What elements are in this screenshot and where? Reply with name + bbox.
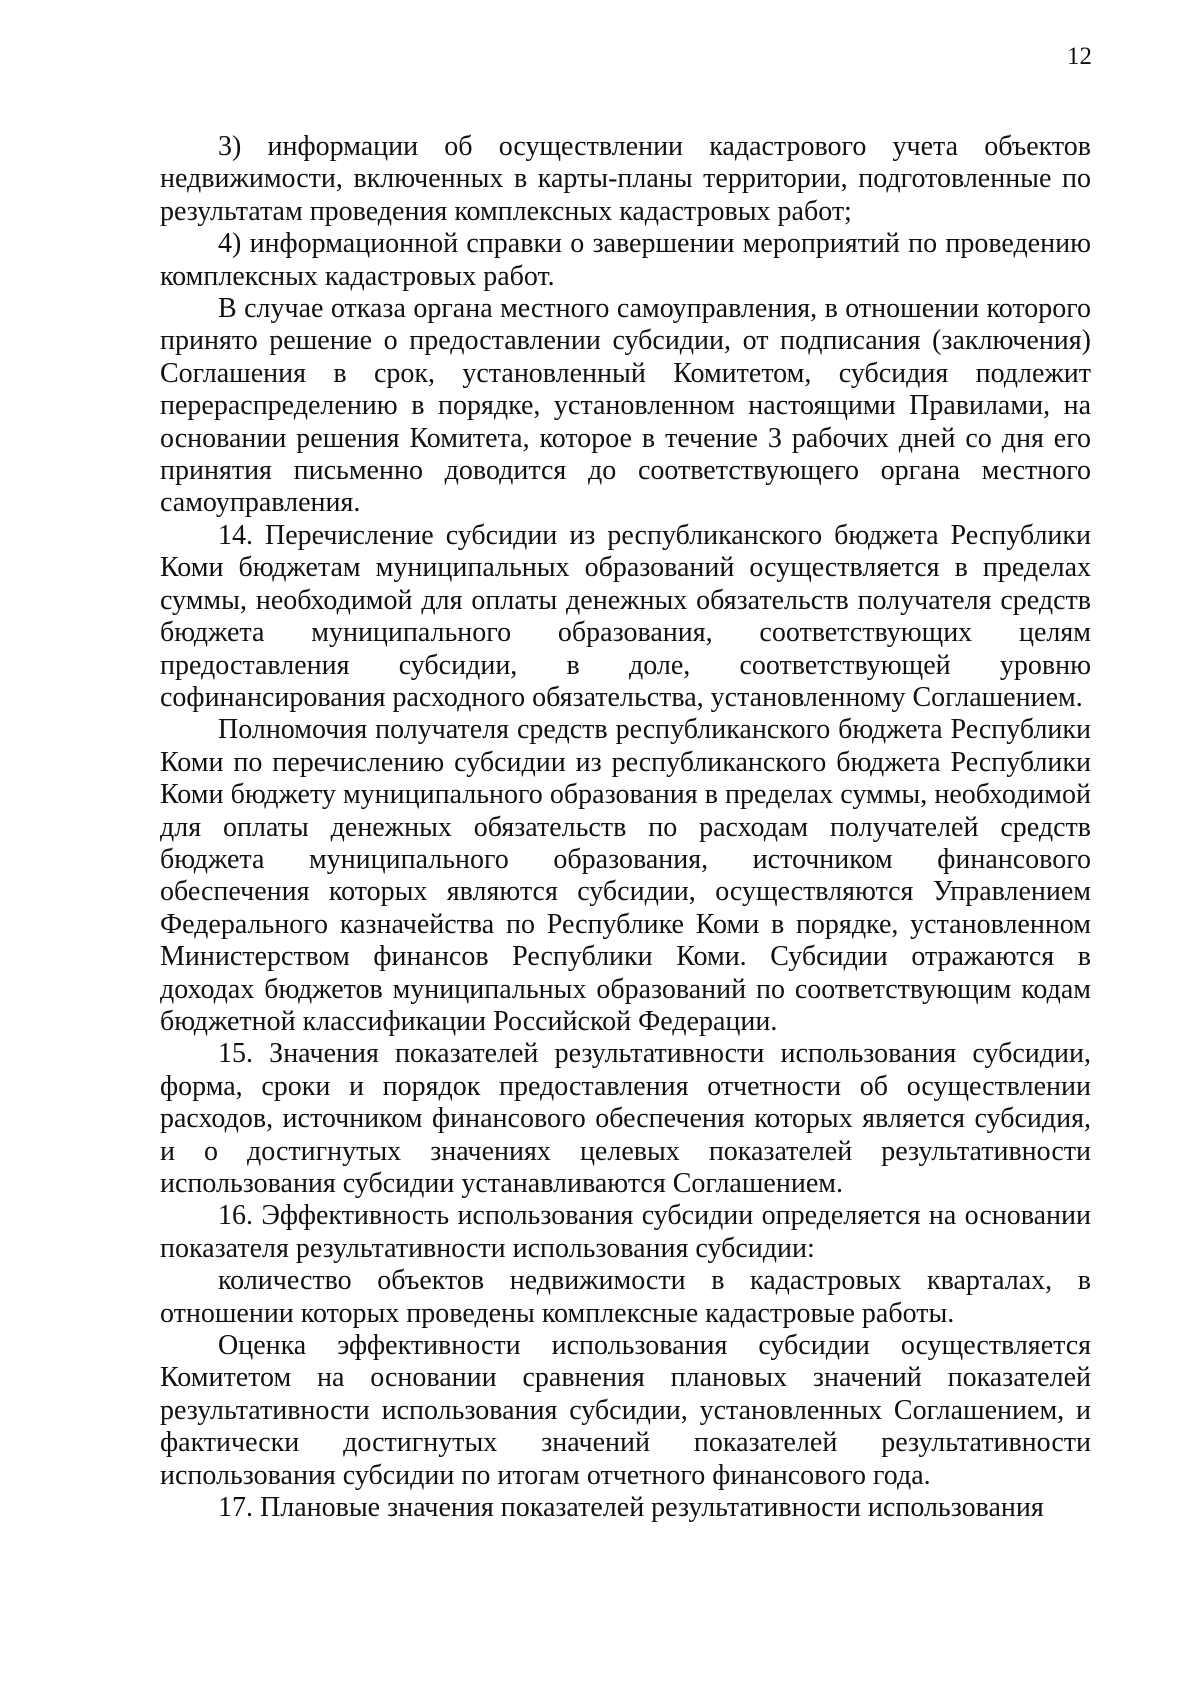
paragraph-evaluation: Оценка эффективности использования субсидии осуществляется Комитетом на основании сравнения плановых значений показателей результативности использования субсидии, установленных Соглашением, и фактически достигнутых значений показателей результативности использования субсидии по итогам отчетного финансового года. — [160, 1330, 1091, 1491]
paragraph-item-3: 3) информации об осуществлении кадастрового учета объектов недвижимости, включенных в карты-планы территории, подготовленные по результатам проведения комплексных кадастровых работ; — [160, 131, 1091, 227]
paragraph-powers: Полномочия получателя средств республиканского бюджета Республики Коми по перечислению субсидии из республиканского бюджета Республики Коми бюджету муниципального образования в пределах суммы, необходимой для оплаты денежных обязательств по расходам получателей средств бюджета муниципального образования, источником финансового обеспечения которых являются субсидии, осуществляются Управлением Федерального казначейства по Республике Коми в порядке, установленном Министерством финансов Республики Коми. Субсидии отражаются в доходах бюджетов муниципальных образований по соответствующим кодам бюджетной классификации Российской Федерации. — [160, 714, 1091, 1037]
paragraph-clause-14: 14. Перечисление субсидии из республиканского бюджета Республики Коми бюджетам муниципальных образований осуществляется в пределах суммы, необходимой для оплаты денежных обязательств получателя средств бюджета муниципального образования, соответствующих целям предоставления субсидии, в доле, соответствующей уровню софинансирования расходного обязательства, установленному Соглашением. — [160, 519, 1091, 713]
document-body — [160, 131, 1091, 1524]
paragraph-refusal-case: В случае отказа органа местного самоуправления, в отношении которого принято решение о предоставлении субсидии, от подписания (заключения) Соглашения в срок, установленный Комитетом, субсидия подлежит перераспределению в порядке, установленном настоящими Правилами, на основании решения Комитета, которое в течение 3 рабочих дней со дня его принятия письменно доводится до соответствующего органа местного самоуправления. — [160, 293, 1091, 519]
paragraph-clause-15: 15. Значения показателей результативности использования субсидии, форма, сроки и порядок предоставления отчетности об осуществлении расходов, источником финансового обеспечения которых является субсидия, и о достигнутых значениях целевых показателей результативности использования субсидии устанавливаются Соглашением. — [160, 1038, 1091, 1199]
paragraph-clause-17: 17. Плановые значения показателей результативности использования — [218, 1492, 1044, 1524]
paragraph-item-4: 4) информационной справки о завершении мероприятий по проведению комплексных кадастровых работ. — [160, 228, 1091, 292]
page-number: 12 — [1067, 43, 1092, 70]
paragraph-clause-16: 16. Эффективность использования субсидии определяется на основании показателя результативности использования субсидии: — [160, 1200, 1091, 1264]
paragraph-indicator: количество объектов недвижимости в кадастровых кварталах, в отношении которых проведены комплексные кадастровые работы. — [160, 1265, 1091, 1329]
